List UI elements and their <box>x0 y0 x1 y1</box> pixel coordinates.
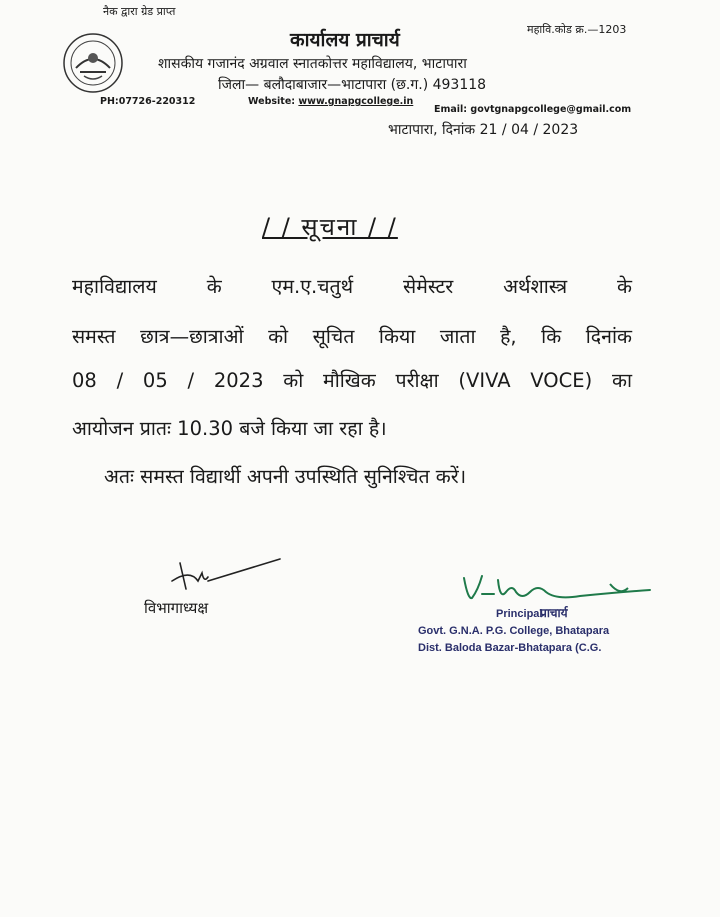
notice-line-4: आयोजन प्रातः 10.30 बजे किया जा रहा है। <box>72 417 387 440</box>
principal-college-line: Govt. G.N.A. P.G. College, Bhatapara <box>418 625 610 637</box>
office-title: कार्यालय प्राचार्य <box>290 29 400 51</box>
naac-text: नैक द्वारा ग्रेड प्राप्त <box>103 5 176 18</box>
notice-title: / / सूचना / / <box>262 213 398 241</box>
email-address: Email: govtgnapgcollege@gmail.com <box>434 104 632 115</box>
phone-number: PH:07726-220312 <box>100 96 196 107</box>
notice-line-3: 08 / 05 / 2023 को मौखिक परीक्षा (VIVA VOCE) का <box>72 369 632 392</box>
college-name: शासकीय गजानंद अग्रवाल स्नातकोत्तर महाविद्यालय, भाटापारा <box>158 56 467 72</box>
date-line: भाटापारा, दिनांक 21 / 04 / 2023 <box>388 122 579 138</box>
notice-line-5: अतः समस्त विद्यार्थी अपनी उपस्थिति सुनिश्चित करें। <box>104 465 467 488</box>
district-line: जिला— बलौदाबाजार—भाटापारा (छ.ग.) 493118 <box>218 77 487 93</box>
principal-label: Principal <box>496 608 543 620</box>
website-label: Website: <box>248 96 296 107</box>
hod-label: विभागाध्यक्ष <box>144 599 209 617</box>
college-code: महावि.कोड क्र.—1203 <box>527 23 627 36</box>
principal-label-hindi: प्राचार्य <box>540 606 568 620</box>
notice-line-1: महाविद्यालय के एम.ए.चतुर्थ सेमेस्टर अर्थशास्त्र के <box>72 275 632 298</box>
college-emblem-icon <box>62 32 124 94</box>
principal-district-line: Dist. Baloda Bazar-Bhatapara (C.G. <box>418 642 602 654</box>
website-link[interactable]: www.gnapgcollege.in <box>298 96 414 107</box>
website <box>248 96 413 107</box>
notice-line-2: समस्त छात्र—छात्राओं को सूचित किया जाता है, कि दिनांक <box>72 325 632 348</box>
